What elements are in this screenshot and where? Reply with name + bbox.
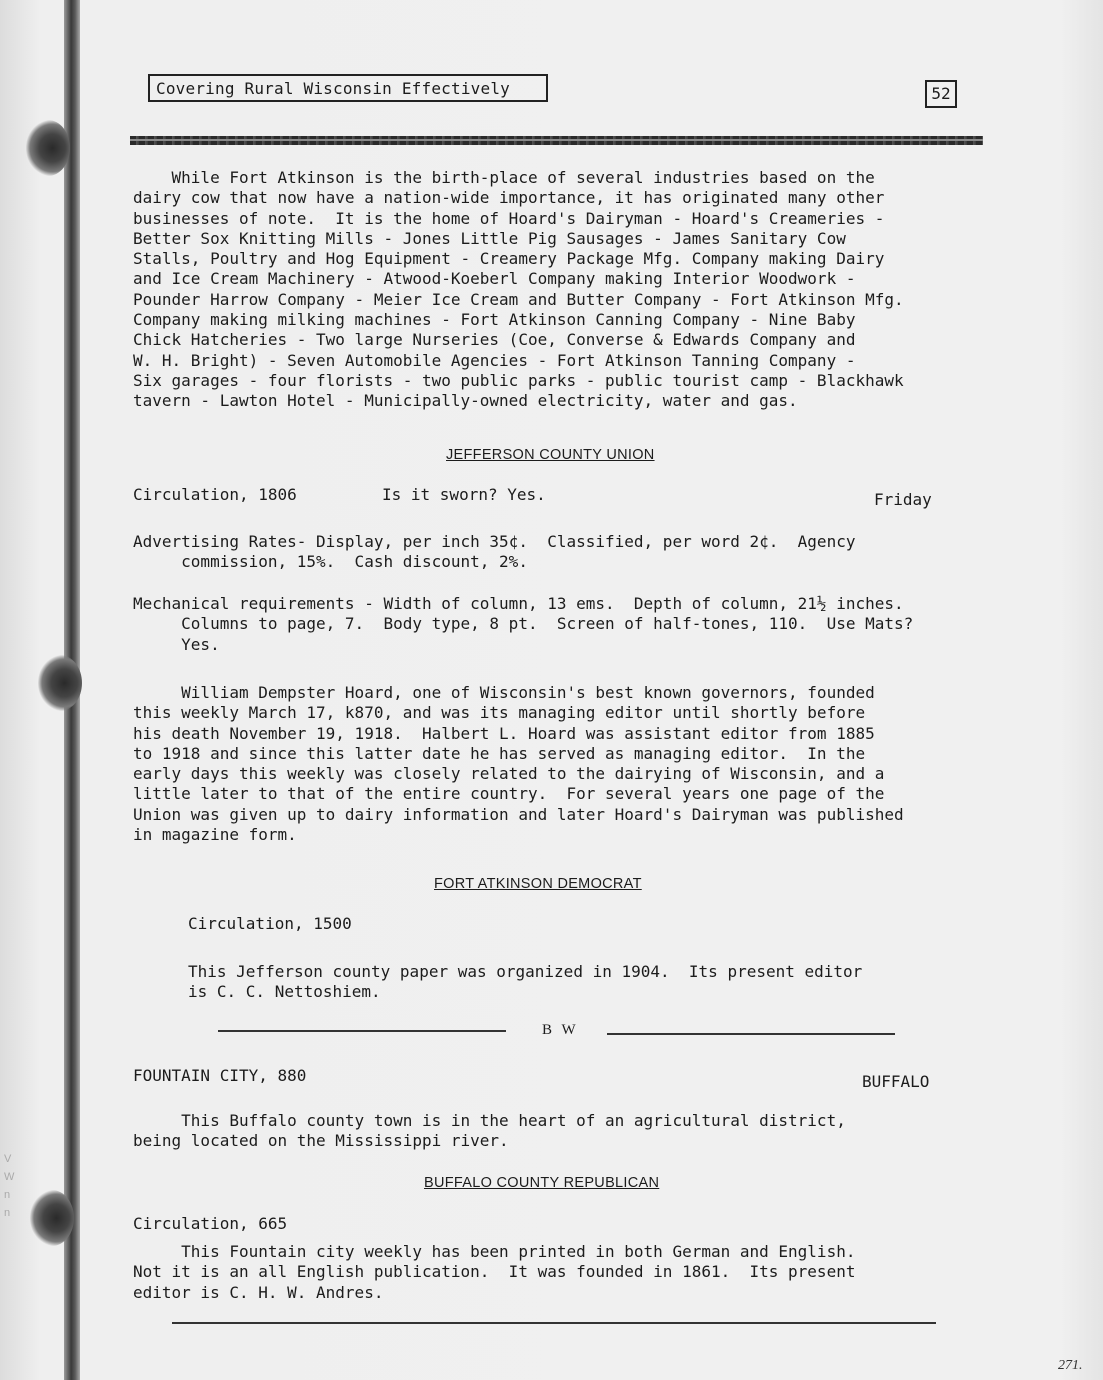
- divider-line-left: [218, 1030, 506, 1032]
- text-line: W. H. Bright) - Seven Automobile Agencies - Fort Atkinson Tanning Company -: [133, 350, 856, 370]
- punch-hole-middle: [38, 655, 82, 711]
- text-line: While Fort Atkinson is the birth-place of several industries based on the: [133, 168, 875, 187]
- heading-jefferson-county-union: JEFFERSON COUNTY UNION: [446, 447, 655, 463]
- text-line: This Fountain city weekly has been printed in both German and English.: [133, 1242, 856, 1261]
- union-advertising-rates: [133, 532, 855, 573]
- text-line: This Jefferson county paper was organized in 1904. Its present editor: [188, 962, 863, 981]
- text-line: Chick Hatcheries - Two large Nurseries (Coe, Converse & Edwards Company and: [133, 330, 856, 350]
- text-line: Company making milking machines - Fort Atkinson Canning Company - Nine Baby: [133, 310, 856, 330]
- header-rule: [130, 136, 983, 145]
- text-line: Not it is an all English publication. It was founded in 1861. Its present: [133, 1262, 856, 1282]
- text-line: being located on the Mississippi river.: [133, 1131, 509, 1151]
- union-history-paragraph: [133, 683, 904, 845]
- bottom-rule: [172, 1322, 936, 1324]
- town-county: BUFFALO: [862, 1072, 930, 1091]
- republican-circulation: Circulation, 665: [133, 1214, 288, 1233]
- divider-initials: B W: [542, 1022, 579, 1038]
- punch-hole-top: [26, 120, 70, 176]
- union-publication-day: Friday: [874, 490, 932, 509]
- union-sworn: Is it sworn? Yes.: [382, 485, 546, 504]
- republican-paragraph: [133, 1242, 855, 1303]
- text-line: This Buffalo county town is in the heart of an agricultural district,: [133, 1111, 846, 1130]
- heading-fort-atkinson-democrat: FORT ATKINSON DEMOCRAT: [434, 876, 642, 892]
- town-paragraph: [133, 1111, 846, 1152]
- text-line: Stalls, Poultry and Hog Equipment - Creamery Package Mfg. Company making Dairy: [133, 249, 885, 269]
- union-mechanical-requirements: [133, 594, 913, 655]
- punch-hole-bottom: [30, 1190, 74, 1246]
- text-line: this weekly March 17, k870, and was its managing editor until shortly before: [133, 703, 866, 723]
- corner-mark: 271.: [1058, 1358, 1083, 1373]
- text-line: commission, 15%. Cash discount, 2%.: [133, 552, 528, 572]
- text-line: Better Sox Knitting Mills - Jones Little Pig Sausages - James Sanitary Cow: [133, 228, 846, 248]
- democrat-circulation: Circulation, 1500: [188, 914, 352, 933]
- intro-paragraph: [133, 168, 904, 412]
- text-line: in magazine form.: [133, 825, 297, 845]
- text-line: Six garages - four florists - two public parks - public tourist camp - Blackhawk: [133, 370, 904, 390]
- text-line: businesses of note. It is the home of Hoard's Dairyman - Hoard's Creameries -: [133, 208, 885, 228]
- union-circulation: Circulation, 1806: [133, 485, 297, 504]
- running-title: Covering Rural Wisconsin Effectively: [148, 74, 548, 102]
- text-line: Yes.: [133, 634, 220, 654]
- page-number: 52: [925, 80, 957, 108]
- text-line: tavern - Lawton Hotel - Municipally-owned electricity, water and gas.: [133, 391, 798, 411]
- text-line: Columns to page, 7. Body type, 8 pt. Screen of half-tones, 110. Use Mats?: [133, 614, 914, 634]
- text-line: Advertising Rates- Display, per inch 35¢. Classified, per word 2¢. Agency: [133, 532, 856, 551]
- text-line: Mechanical requirements - Width of column, 13 ems. Depth of column, 21½ inches.: [133, 594, 904, 613]
- divider-line-right: [607, 1033, 895, 1035]
- text-line: and Ice Cream Machinery - Atwood-Koeberl Company making Interior Woodwork -: [133, 269, 856, 289]
- text-line: early days this weekly was closely related to the dairying of Wisconsin, and a: [133, 764, 885, 784]
- text-line: Union was given up to dairy information and later Hoard's Dairyman was published: [133, 804, 904, 824]
- text-line: editor is C. H. W. Andres.: [133, 1282, 384, 1302]
- text-line: William Dempster Hoard, one of Wisconsin's best known governors, founded: [133, 683, 875, 702]
- text-line: little later to that of the entire country. For several years one page of the: [133, 784, 885, 804]
- heading-buffalo-county-republican: BUFFALO COUNTY REPUBLICAN: [424, 1175, 660, 1191]
- margin-marks: V W n n: [4, 1153, 15, 1219]
- text-line: is C. C. Nettoshiem.: [188, 982, 381, 1002]
- text-line: his death November 19, 1918. Halbert L. Hoard was assistant editor from 1885: [133, 723, 875, 743]
- text-line: to 1918 and since this latter date he has served as managing editor. In the: [133, 743, 866, 763]
- town-name: FOUNTAIN CITY, 880: [133, 1066, 307, 1085]
- democrat-paragraph: [188, 962, 862, 1003]
- text-line: Pounder Harrow Company - Meier Ice Cream and Butter Company - Fort Atkinson Mfg.: [133, 289, 904, 309]
- text-line: dairy cow that now have a nation-wide importance, it has originated many other: [133, 188, 885, 208]
